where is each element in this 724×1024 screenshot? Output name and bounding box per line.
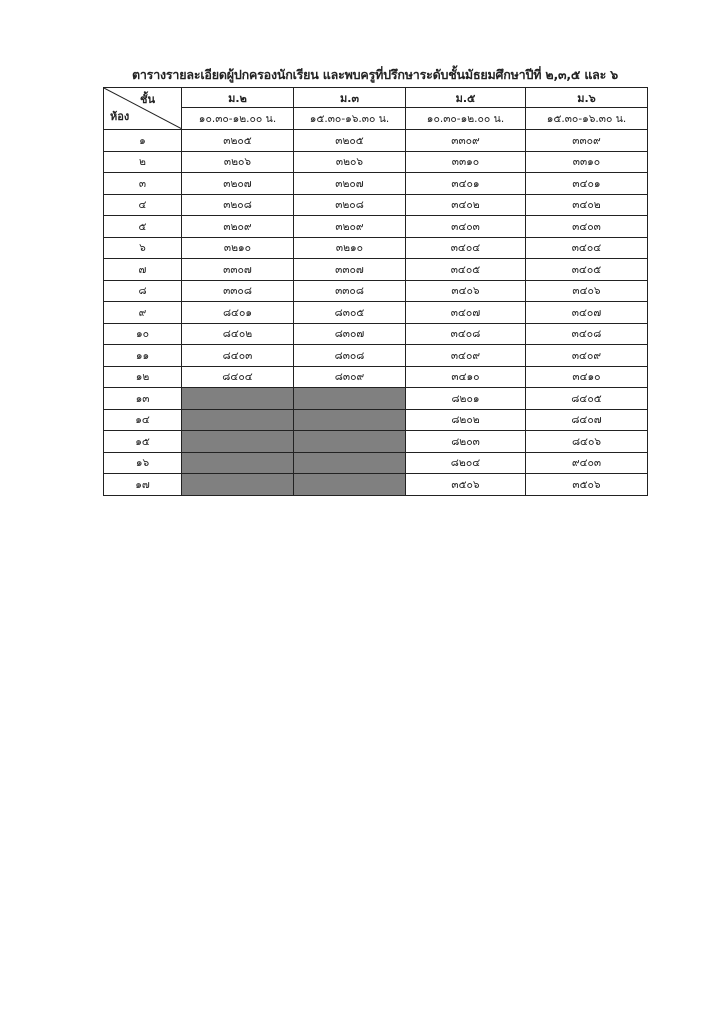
table-row (104, 280, 648, 302)
table-row (104, 388, 648, 410)
classroom-cell: ๓๔๐๒ (406, 194, 526, 216)
classroom-cell: ๓๓๑๐ (526, 151, 648, 173)
classroom-cell: ๓๒๐๗ (294, 173, 406, 195)
classroom-cell: ๓๒๐๗ (182, 173, 294, 195)
shaded-empty-cell (294, 409, 406, 431)
classroom-cell: ๘๔๐๑ (182, 302, 294, 324)
column-header-level: ม.๓ (294, 88, 406, 108)
classroom-cell: ๓๔๐๙ (406, 345, 526, 367)
classroom-cell: ๘๓๐๕ (294, 302, 406, 324)
table-row (104, 345, 648, 367)
room-number-cell: ๑๑ (104, 345, 182, 367)
corner-label-level: ชั้น (140, 93, 155, 106)
room-number-cell: ๑๓ (104, 388, 182, 410)
classroom-cell: ๓๔๐๑ (406, 173, 526, 195)
room-number-cell: ๗ (104, 259, 182, 281)
table-row (104, 323, 648, 345)
classroom-cell: ๓๔๑๐ (406, 366, 526, 388)
classroom-cell: ๓๔๐๗ (526, 302, 648, 324)
classroom-cell: ๘๔๐๒ (182, 323, 294, 345)
table-row (104, 474, 648, 496)
classroom-cell: ๓๔๐๓ (406, 216, 526, 238)
room-number-cell: ๓ (104, 173, 182, 195)
shaded-empty-cell (294, 474, 406, 496)
table-body (104, 130, 648, 496)
classroom-cell: ๘๓๐๗ (294, 323, 406, 345)
room-number-cell: ๑๒ (104, 366, 182, 388)
classroom-cell: ๓๓๐๘ (182, 280, 294, 302)
classroom-cell: ๓๔๐๖ (526, 280, 648, 302)
classroom-cell: ๙๔๐๓ (526, 452, 648, 474)
classroom-cell: ๓๔๐๕ (406, 259, 526, 281)
column-header-time: ๑๕.๓๐-๑๖.๓๐ น. (526, 108, 648, 130)
classroom-cell: ๓๔๐๔ (406, 237, 526, 259)
classroom-cell: ๓๓๐๘ (294, 280, 406, 302)
table-row (104, 194, 648, 216)
classroom-cell: ๓๔๐๗ (406, 302, 526, 324)
table-row (104, 173, 648, 195)
classroom-cell: ๓๔๐๒ (526, 194, 648, 216)
room-number-cell: ๖ (104, 237, 182, 259)
table-row (104, 216, 648, 238)
room-number-cell: ๑๐ (104, 323, 182, 345)
classroom-cell: ๘๒๐๒ (406, 409, 526, 431)
table-row (104, 237, 648, 259)
classroom-cell: ๘๒๐๑ (406, 388, 526, 410)
classroom-cell: ๓๒๐๖ (182, 151, 294, 173)
shaded-empty-cell (182, 474, 294, 496)
classroom-cell: ๘๔๐๔ (182, 366, 294, 388)
room-number-cell: ๑๗ (104, 474, 182, 496)
header-row-times (104, 108, 648, 130)
classroom-cell: ๓๔๐๙ (526, 345, 648, 367)
classroom-cell: ๓๔๑๐ (526, 366, 648, 388)
column-header-time: ๑๕.๓๐-๑๖.๓๐ น. (294, 108, 406, 130)
classroom-cell: ๓๕๐๖ (406, 474, 526, 496)
classroom-cell: ๓๔๐๖ (406, 280, 526, 302)
classroom-cell: ๓๓๑๐ (406, 151, 526, 173)
table-row (104, 409, 648, 431)
classroom-cell: ๘๔๐๖ (526, 431, 648, 453)
shaded-empty-cell (182, 409, 294, 431)
classroom-cell: ๓๒๐๘ (294, 194, 406, 216)
shaded-empty-cell (182, 452, 294, 474)
classroom-cell: ๓๔๐๓ (526, 216, 648, 238)
classroom-cell: ๓๓๐๙ (406, 130, 526, 152)
table-row (104, 366, 648, 388)
shaded-empty-cell (182, 388, 294, 410)
room-number-cell: ๙ (104, 302, 182, 324)
shaded-empty-cell (294, 388, 406, 410)
corner-label-room: ห้อง (110, 110, 130, 123)
header-row-levels (104, 88, 648, 108)
room-number-cell: ๑๕ (104, 431, 182, 453)
classroom-cell: ๓๔๐๘ (406, 323, 526, 345)
classroom-cell: ๓๓๐๗ (182, 259, 294, 281)
classroom-cell: ๓๒๐๘ (182, 194, 294, 216)
room-number-cell: ๕ (104, 216, 182, 238)
shaded-empty-cell (294, 452, 406, 474)
table-row (104, 130, 648, 152)
classroom-cell: ๓๕๐๖ (526, 474, 648, 496)
room-number-cell: ๒ (104, 151, 182, 173)
table-row (104, 431, 648, 453)
room-number-cell: ๘ (104, 280, 182, 302)
column-header-level: ม.๖ (526, 88, 648, 108)
table-row (104, 151, 648, 173)
column-header-level: ม.๒ (182, 88, 294, 108)
room-number-cell: ๑ (104, 130, 182, 152)
classroom-cell: ๘๔๐๕ (526, 388, 648, 410)
classroom-cell: ๓๔๐๔ (526, 237, 648, 259)
table-row (104, 259, 648, 281)
classroom-cell: ๓๔๐๑ (526, 173, 648, 195)
table-row (104, 452, 648, 474)
room-number-cell: ๔ (104, 194, 182, 216)
table-row (104, 302, 648, 324)
shaded-empty-cell (182, 431, 294, 453)
classroom-cell: ๓๒๐๕ (294, 130, 406, 152)
classroom-cell: ๘๒๐๔ (406, 452, 526, 474)
column-header-time: ๑๐.๓๐-๑๒.๐๐ น. (182, 108, 294, 130)
room-number-cell: ๑๔ (104, 409, 182, 431)
classroom-cell: ๘๓๐๘ (294, 345, 406, 367)
classroom-cell: ๘๔๐๗ (526, 409, 648, 431)
column-header-level: ม.๕ (406, 88, 526, 108)
schedule-table (103, 87, 648, 496)
classroom-cell: ๓๒๐๙ (182, 216, 294, 238)
classroom-cell: ๓๒๑๐ (294, 237, 406, 259)
classroom-cell: ๓๔๐๕ (526, 259, 648, 281)
corner-header-cell (104, 88, 182, 130)
classroom-cell: ๓๓๐๗ (294, 259, 406, 281)
page-title: ตารางรายละเอียดผู้ปกครองนักเรียน และพบครูที่ปรึกษาระดับชั้นมัธยมศึกษาปีที่ ๒,๓,๕ และ ๖ (131, 67, 619, 82)
classroom-cell: ๓๓๐๙ (526, 130, 648, 152)
classroom-cell: ๓๒๑๐ (182, 237, 294, 259)
room-number-cell: ๑๖ (104, 452, 182, 474)
classroom-cell: ๓๒๐๙ (294, 216, 406, 238)
shaded-empty-cell (294, 431, 406, 453)
classroom-cell: ๓๒๐๕ (182, 130, 294, 152)
classroom-cell: ๘๓๐๙ (294, 366, 406, 388)
classroom-cell: ๘๔๐๓ (182, 345, 294, 367)
column-header-time: ๑๐.๓๐-๑๒.๐๐ น. (406, 108, 526, 130)
classroom-cell: ๓๒๐๖ (294, 151, 406, 173)
classroom-cell: ๓๔๐๘ (526, 323, 648, 345)
classroom-cell: ๘๒๐๓ (406, 431, 526, 453)
